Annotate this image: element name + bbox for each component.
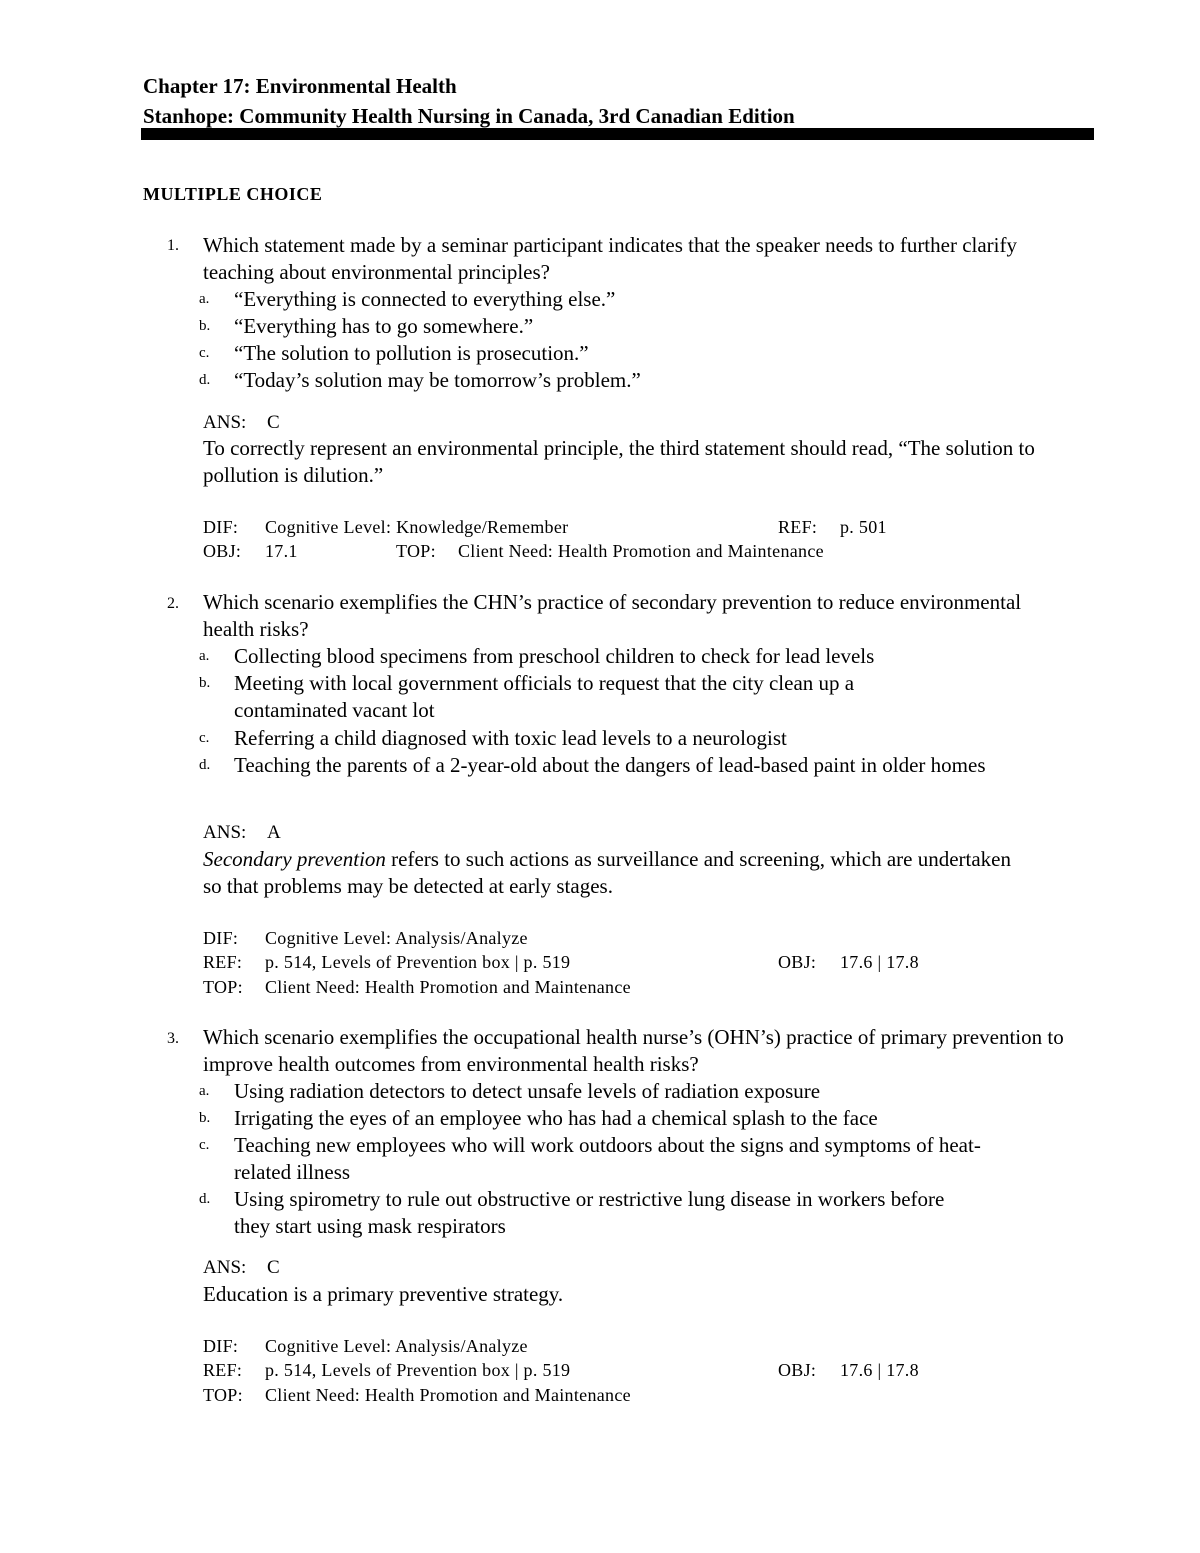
- meta-dif-row: [203, 1334, 528, 1358]
- question-stem: Which scenario exemplifies the CHN’s practice of secondary prevention to reduce environmental health risks?: [203, 590, 1022, 641]
- option-letter: c.: [199, 730, 210, 746]
- meta-top-row: [203, 1383, 631, 1407]
- option-text: “Everything has to go somewhere.”: [234, 314, 534, 338]
- top-value: Client Need: Health Promotion and Maintenance: [265, 1385, 631, 1405]
- answer-label: ANS:: [203, 1257, 247, 1278]
- chapter-title: Chapter 17: Environmental Health: [143, 74, 457, 98]
- option-text: “Today’s solution may be tomorrow’s problem.”: [234, 368, 641, 392]
- option-text: Using radiation detectors to detect unsafe levels of radiation exposure: [234, 1079, 821, 1103]
- option-text: Teaching new employees who will work outdoors about the signs and symptoms of heat-related illness: [234, 1133, 981, 1184]
- meta-dif-row: [203, 515, 887, 539]
- top-value: Client Need: Health Promotion and Maintenance: [458, 541, 824, 561]
- option-letter: d.: [199, 372, 211, 388]
- book-title: Stanhope: Community Health Nursing in Canada, 3rd Canadian Edition: [143, 104, 795, 128]
- ref-label: REF:: [203, 952, 243, 972]
- option-letter: d.: [199, 757, 211, 773]
- ref-label: REF:: [778, 517, 818, 537]
- question-stem: Which scenario exemplifies the occupational health nurse’s (OHN’s) practice of primary prevention to improve health outcomes from environmental health risks?: [203, 1025, 1064, 1076]
- meta-dif-row: [203, 926, 528, 950]
- top-label: TOP:: [203, 1385, 243, 1405]
- obj-label: OBJ:: [203, 541, 242, 561]
- option-text: Irrigating the eyes of an employee who has had a chemical splash to the face: [234, 1106, 878, 1130]
- answer-line: [203, 412, 280, 434]
- top-value: Client Need: Health Promotion and Maintenance: [265, 977, 631, 997]
- question-number: 2.: [167, 595, 179, 612]
- answer-line: [203, 1257, 280, 1279]
- obj-value: 17.1: [265, 541, 298, 561]
- answer-label: ANS:: [203, 822, 247, 843]
- option-text: Teaching the parents of a 2-year-old about the dangers of lead-based paint in older homes: [234, 753, 986, 777]
- dif-value: Cognitive Level: Analysis/Analyze: [265, 1336, 528, 1356]
- answer-value: A: [267, 822, 281, 843]
- obj-value: 17.6 | 17.8: [840, 952, 919, 972]
- meta-ref-row: [203, 1358, 919, 1382]
- rationale: [203, 1281, 1073, 1308]
- question-number: 1.: [167, 237, 179, 254]
- dif-value: Cognitive Level: Analysis/Analyze: [265, 928, 528, 948]
- ref-label: REF:: [203, 1360, 243, 1380]
- dif-label: DIF:: [203, 928, 239, 948]
- answer-value: C: [267, 412, 280, 433]
- rationale-emphasis: Secondary prevention: [203, 847, 386, 871]
- rationale: [203, 846, 1013, 900]
- option-letter: a.: [199, 648, 210, 664]
- section-title: MULTIPLE CHOICE: [143, 184, 323, 204]
- ref-value: p. 514, Levels of Prevention box | p. 519: [265, 1360, 571, 1380]
- answer-label: ANS:: [203, 412, 247, 433]
- rationale-text: Education is a primary preventive strategy.: [203, 1282, 564, 1306]
- option-text: Meeting with local government officials to request that the city clean up a contaminated vacant lot: [234, 671, 855, 722]
- option-text: “Everything is connected to everything else.”: [234, 287, 616, 311]
- ref-value: p. 501: [840, 517, 887, 537]
- rationale: [203, 435, 1073, 489]
- dif-label: DIF:: [203, 1336, 239, 1356]
- dif-label: DIF:: [203, 517, 239, 537]
- answer-line: [203, 822, 281, 844]
- ref-value: p. 514, Levels of Prevention box | p. 519: [265, 952, 571, 972]
- option-letter: d.: [199, 1191, 211, 1207]
- obj-label: OBJ:: [778, 1360, 817, 1380]
- header-divider: [141, 128, 1094, 140]
- question-stem: Which statement made by a seminar participant indicates that the speaker needs to further clarify teaching about environmental principles?: [203, 233, 1018, 284]
- option-letter: b.: [199, 1110, 211, 1126]
- option-text: “The solution to pollution is prosecution.”: [234, 341, 589, 365]
- option-text: Collecting blood specimens from preschool children to check for lead levels: [234, 644, 875, 668]
- option-text: Using spirometry to rule out obstructive or restrictive lung disease in workers before they start using mask respirators: [234, 1187, 945, 1238]
- meta-top-row: [203, 975, 631, 999]
- top-label: TOP:: [203, 977, 243, 997]
- dif-value: Cognitive Level: Knowledge/Remember: [265, 517, 569, 537]
- obj-label: OBJ:: [778, 952, 817, 972]
- obj-value: 17.6 | 17.8: [840, 1360, 919, 1380]
- option-letter: c.: [199, 345, 210, 361]
- option-letter: c.: [199, 1137, 210, 1153]
- answer-value: C: [267, 1257, 280, 1278]
- option-letter: b.: [199, 675, 211, 691]
- meta-obj-row: [203, 539, 824, 563]
- question-number: 3.: [167, 1030, 179, 1047]
- option-letter: a.: [199, 1083, 210, 1099]
- meta-ref-row: [203, 950, 919, 974]
- option-text: Referring a child diagnosed with toxic lead levels to a neurologist: [234, 726, 787, 750]
- rationale-text: To correctly represent an environmental principle, the third statement should read, “The solution to pollution is dilution.”: [203, 436, 1035, 487]
- top-label: TOP:: [396, 541, 436, 561]
- option-letter: a.: [199, 291, 210, 307]
- rationale-text: refers to such actions as surveillance and screening, which are undertaken so that problems may be detected at early stages.: [203, 847, 1011, 898]
- option-letter: b.: [199, 318, 211, 334]
